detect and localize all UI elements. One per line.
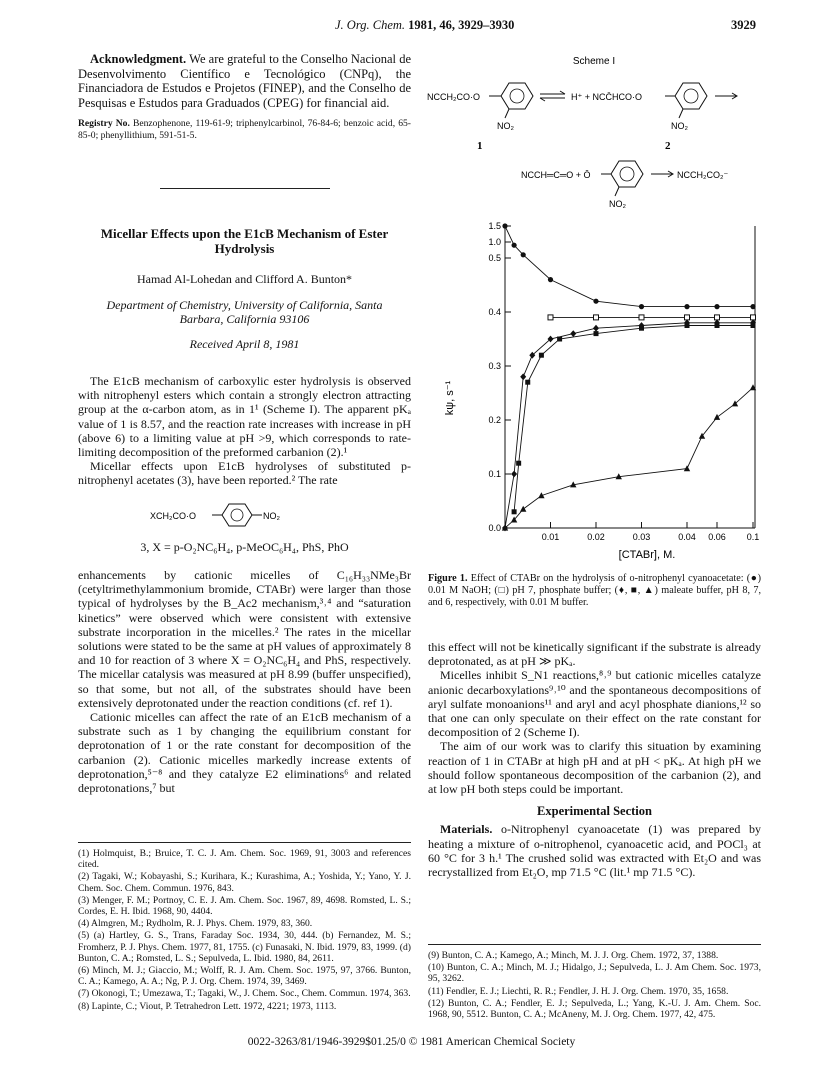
right-text: [428, 640, 761, 879]
figure-caption-text: Effect of CTABr on the hydrolysis of o-nitrophenyl cyanoacetate: (●) 0.01 M NaOH; (□) pH 7, phosphate buffer; (♦, ■, ▲) maleate buffer, pH 8, 7, and 6, respectively, with 0.01 M buffer.: [428, 573, 761, 608]
footnote-rule: [78, 842, 411, 843]
y-tick-label: 0.1: [488, 469, 501, 479]
data-point-square: [516, 461, 521, 466]
data-point-diamond: [593, 325, 599, 332]
registry-heading: Registry No.: [78, 118, 130, 130]
data-point-square: [685, 323, 690, 328]
footnote: (7) Okonogi, T.; Umezawa, T.; Tagaki, W., J. Chem. Soc., Chem. Commun. 1974, 363.: [78, 988, 411, 1000]
footnotes-left: [78, 848, 411, 1012]
paragraph-5: this effect will not be kinetically significant if the substrate is already deprotonated, as at pH ≫ pKₐ.: [428, 640, 761, 669]
y-tick-label: 0.5: [488, 253, 501, 263]
materials-text: o-Nitrophenyl cyanoacetate (1) was prepared by heating a mixture of o-nitrophenol, cyanoacetic acid, and POCl₃ at 60 °C for 3 h.¹ The crushed solid was extracted with Et₂O and was recrystallized from Et₂O, mp 71.5 °C (lit.¹ mp 71.5 °C).: [428, 822, 761, 880]
data-point-diamond: [511, 471, 517, 478]
x-tick-label: 0.1: [746, 532, 760, 542]
carbanion-label: H⁺ + NCC̄HCO·O: [571, 92, 643, 102]
no2-group: NO₂: [497, 121, 514, 131]
data-point-triangle: [714, 414, 720, 420]
footnote: (11) Fendler, E. J.; Liechti, R. R.; Fendler, J. H. J. Org. Chem. 1970, 35, 1658.: [428, 985, 729, 997]
ack-text: We are grateful to the Conselho Nacional de Desenvolvimento Científico e Tecnológico (CNPq), the Financiadora de Estudos e Projetos (FINEP), and the Conselho de Pesquisas e Estudos para Graduados (CPEG) for financial aid.: [78, 52, 411, 110]
figure-caption-label: Figure 1.: [428, 573, 468, 584]
data-point-square: [594, 331, 599, 336]
footnote: (9) Bunton, C. A.; Kamego, A.; Minch, M. J. J. Org. Chem. 1972, 37, 1388.: [428, 950, 719, 961]
series-line: [505, 388, 753, 528]
reactant-1-label: NCCH₂CO·O: [427, 92, 480, 102]
data-point-circle: [593, 299, 598, 304]
footnotes-right: [428, 950, 761, 1020]
paragraph-7: The aim of our work was to clarify this situation by examining reaction of 1 in CTABr at high pH and at pH < pKₐ. At high pH we should follow spontaneous decomposition of the carbanion (2), and at low pH both steps could be important.: [428, 739, 761, 797]
data-point-circle: [684, 304, 689, 309]
benzene-ring: [222, 504, 252, 526]
benzene-ring: [501, 83, 533, 109]
journal-name: J. Org. Chem.: [335, 18, 406, 32]
footnote: (5) (a) Hartley, G. S., Trans, Faraday Soc. 1934, 30, 444. (b) Fernandez, M. S.; Fromherz, P. J. Phys. Chem. 1977, 81, 1755. (c) Funasaki, N. Ibid. 1979, 83, 1999. (d) Bunton, C. A.; Romsted, L. S.; Sepulveda, L. Ibid. 1980, 84, 2611.: [78, 930, 411, 964]
page-footer: 0022-3263/81/1946-3929$01.25/0 © 1981 American Chemical Society: [247, 1036, 576, 1048]
authors: Hamad Al-Lohedan and Clifford A. Bunton*: [136, 272, 353, 286]
data-point-diamond: [520, 373, 526, 380]
scheme-title: Scheme I: [572, 56, 616, 67]
data-point-square: [539, 353, 544, 358]
x-tick-label: 0.01: [541, 532, 560, 542]
intro-text: [78, 374, 411, 488]
figure-1-chart: [425, 218, 770, 573]
data-point-open-square: [715, 315, 720, 320]
y-tick-label: 0.4: [488, 307, 501, 317]
footnote-rule: [428, 944, 761, 945]
data-point-circle: [512, 243, 517, 248]
data-point-triangle: [684, 465, 690, 471]
materials-heading: Materials.: [440, 822, 493, 837]
x-tick-label: 0.04: [678, 532, 696, 542]
y-axis-label: kψ, s⁻¹: [444, 380, 456, 416]
series-line: [505, 226, 753, 307]
registry-text: Benzophenone, 119-61-9; triphenylcarbinol, 76-84-6; benzoic acid, 65-85-0; phenyllithium, 591-51-5.: [78, 118, 411, 141]
data-point-square: [512, 509, 517, 514]
paragraph-1: The E1cB mechanism of carboxylic ester hydrolysis is observed with nitrophenyl esters which contain a strongly electron attracting group at the α-carbon atom, as in 1¹ (Scheme I). The apparent pKₐ value of 1 is 8.57, and the reaction rate increases with increase in pH (above 6) to a limiting value at pH >9, which corresponds to rate-limiting decomposition of the preformed carbanion (2).¹: [78, 374, 411, 460]
data-point-circle: [548, 277, 553, 282]
structure-3: [150, 500, 350, 530]
footnote: (6) Minch, M. J.; Giaccio, M.; Wolff, R. J. Am. Chem. Soc. 1975, 97, 3766. Bunton, C. A.; Kamego, A. A.; Ng, P. J. Org. Chem. 1974, 39, 3469.: [78, 965, 411, 988]
footnote: (3) Menger, F. M.; Portnoy, C. E. J. Am. Chem. Soc. 1967, 89, 4698. Romsted, L. S.; Cordes, E. H. Ibid. 1968, 90, 4404.: [78, 894, 411, 918]
y-tick-label: 0.3: [488, 361, 501, 371]
no2-group: NO₂: [609, 199, 626, 209]
data-point-diamond: [570, 330, 576, 337]
paragraph-3: enhancements by cationic micelles of C₁₆H₃₃NMe₃Br (cetyltrimethylammonium bromide, CTABr) were larger than those typical of hydrolyses by the B_Ac2 mechanism,³˒⁴ and “saturation kinetics” were observed which were consistent with extensive substrate incorporation in the micelles.² The rates in the micellar solutions were stated to be the same at pH values of approximately 8 and 10 for reaction of 3 where X = O₂NC₆H₄ and PhS, respectively. The micellar catalysis was measured at pH 8.99 (buffer unspecified), so that some, but not all, of the substrates should have been extensively deprotonated under the reaction conditions (cf. ref 1).: [78, 568, 411, 710]
running-header: [335, 18, 514, 33]
data-point-open-square: [639, 315, 644, 320]
page-number: 3929: [731, 18, 756, 32]
no2-group: NO₂: [671, 121, 688, 131]
structure-3-right: NO₂: [263, 511, 280, 521]
data-point-open-square: [548, 315, 553, 320]
ack-heading: Acknowledgment.: [90, 52, 187, 66]
data-point-triangle: [520, 506, 526, 512]
benzene-ring: [675, 83, 707, 109]
data-point-square: [639, 326, 644, 331]
final-product: NCCH₂CO₂⁻: [677, 170, 729, 180]
data-point-open-square: [594, 315, 599, 320]
footnote: (2) Tagaki, W.; Kobayashi, S.; Kurihara, K.; Kurashima, A.; Yoshida, Y.; Yano, Y. J. Chem. Soc. Chem. Commun. 1976, 843.: [78, 871, 411, 894]
main-text: [78, 568, 411, 795]
data-point-square: [715, 323, 720, 328]
structure-3-caption: 3, X = p-O₂NC₆H₄, p-MeOC₆H₄, PhS, PhO: [140, 540, 349, 554]
footnote: (4) Almgren, M.; Rydholm, R. J. Phys. Chem. 1979, 83, 360.: [78, 918, 313, 930]
data-point-circle: [502, 223, 507, 228]
decomposition-products: NCCH═C═O + Ō: [521, 170, 591, 180]
data-point-circle: [639, 304, 644, 309]
citation: 1981, 46, 3929–3930: [408, 18, 515, 32]
acknowledgment: [78, 52, 411, 141]
y-tick-label: 1.0: [488, 237, 501, 247]
data-point-square: [525, 380, 530, 385]
article-heading: [78, 226, 411, 351]
scheme-1: [425, 52, 765, 212]
data-point-circle: [714, 304, 719, 309]
data-point-square: [751, 323, 756, 328]
data-point-circle: [750, 304, 755, 309]
y-tick-label: 1.5: [488, 221, 501, 231]
received-date: Received April 8, 1981: [189, 336, 300, 351]
benzene-ring: [611, 161, 643, 187]
compound-label-2: 2: [665, 140, 671, 152]
paragraph-2: Micellar effects upon E1cB hydrolyses of substituted p-nitrophenyl acetates (3), have been reported.² The rate: [78, 459, 411, 488]
y-tick-label: 0.0: [488, 523, 501, 533]
x-tick-label: 0.06: [708, 532, 726, 542]
experimental-heading: Experimental Section: [537, 804, 652, 819]
data-point-circle: [521, 252, 526, 257]
data-point-open-square: [685, 315, 690, 320]
structure-3-caption-wrap: [78, 540, 411, 554]
footnote: (8) Lapinte, C.; Viout, P. Tetrahedron Lett. 1972, 4221; 1973, 1113.: [78, 1000, 337, 1012]
compound-label-1: 1: [477, 140, 483, 152]
section-divider: [160, 188, 330, 189]
footnote: (10) Bunton, C. A.; Minch, M. J.; Hidalgo, J.; Sepulveda, L. J. Am Chem. Soc. 1973, 95, 3262.: [428, 962, 761, 985]
article-title: Micellar Effects upon the E1cB Mechanism of Ester Hydrolysis: [100, 226, 389, 256]
footnote: (12) Bunton, C. A.; Fendler, E. J.; Sepulveda, L.; Yang, K.-U. J. Am. Chem. Soc. 1968, 90, 5512. Bunton, C. A.; McAneny, M. J. Org. Chem. 1977, 42, 475.: [428, 997, 761, 1021]
data-point-square: [557, 337, 562, 342]
x-tick-label: 0.03: [632, 532, 651, 542]
paragraph-4: Cationic micelles can affect the rate of an E1cB mechanism of a substrate such as 1 by changing the equilibrium constant for deprotonation of 1 or the rate constant for decomposition of the carbanion (2). Cationic micelles markedly increase extents of deprotonation,⁵⁻⁸ and they catalyze E2 eliminations⁶ and related deprotonations,⁷ but: [78, 710, 411, 796]
x-tick-label: 0.02: [587, 532, 605, 542]
footnote: (1) Holmquist, B.; Bruice, T. C. J. Am. Chem. Soc. 1969, 91, 3003 and references cited.: [78, 848, 411, 871]
x-axis-label: [CTABr], M.: [618, 549, 676, 561]
y-tick-label: 0.2: [488, 415, 501, 425]
paragraph-6: Micelles inhibit S_N1 reactions,⁸˒⁹ but cationic micelles catalyze anionic decarboxylations⁹˒¹⁰ and the spontaneous decompositions of aryl sulfate monoanions¹¹ and aryl and acyl phosphate dianions,¹² so that one can only speculate on their effect on the rate constant for decomposition of 2 (Scheme I).: [428, 668, 761, 740]
structure-3-left: XCH₂CO·O: [150, 511, 196, 521]
affiliation: Department of Chemistry, University of California, Santa Barbara, California 93106: [106, 298, 383, 327]
data-point-open-square: [751, 315, 756, 320]
figure-1-caption: [428, 573, 761, 608]
